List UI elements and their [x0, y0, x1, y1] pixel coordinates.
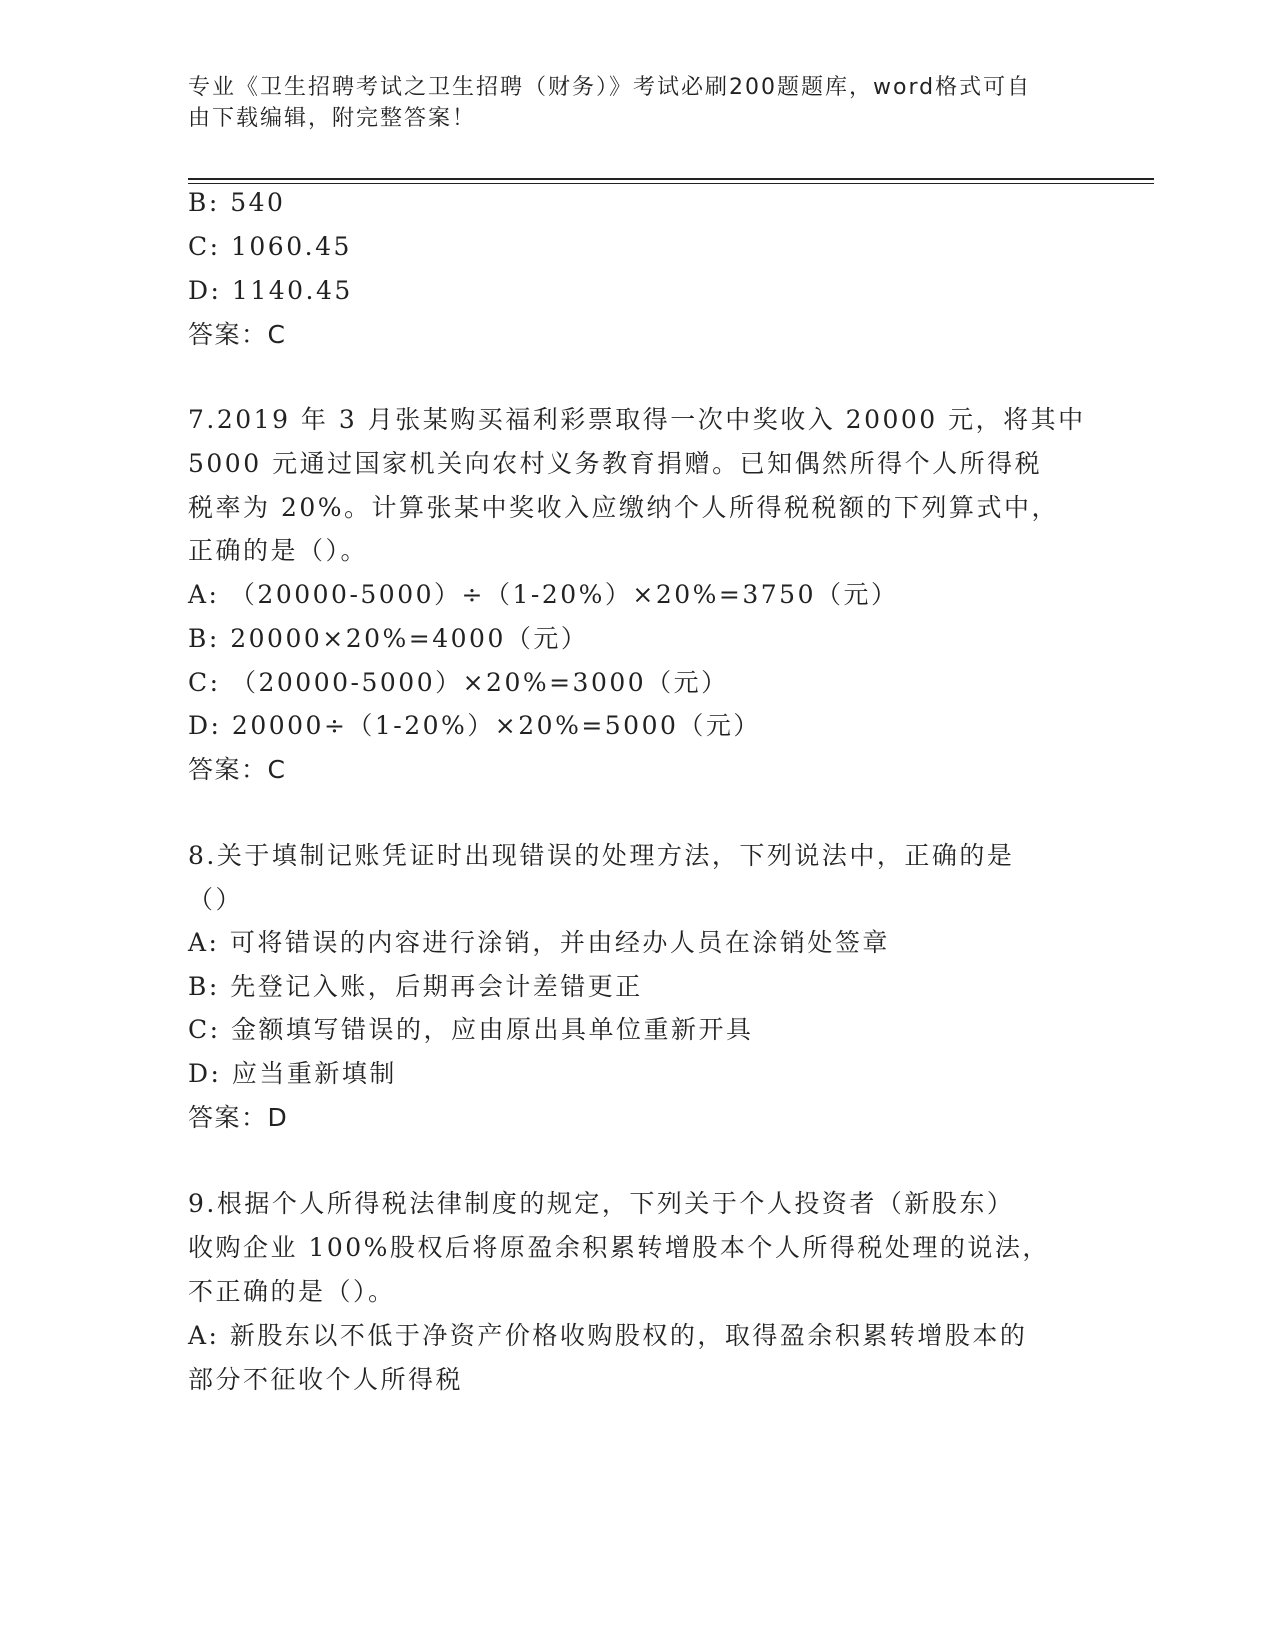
q7-stem-line-4: 正确的是（）。	[188, 536, 369, 565]
q6-option-d: D: 1140.45	[188, 276, 353, 305]
q7-option-c: C: （20000-5000）×20%=3000（元）	[188, 668, 729, 697]
q9-stem-line-3: 不正确的是（）。	[188, 1277, 396, 1306]
q7-answer: 答案：C	[188, 755, 287, 784]
q9-stem-line-2: 收购企业 100%股权后将原盈余积累转增股本个人所得税处理的说法，	[188, 1233, 1050, 1262]
q8-option-b: B: 先登记入账，后期再会计差错更正	[188, 972, 643, 1001]
q7-option-a: A: （20000-5000）÷（1-20%）×20%=3750（元）	[188, 580, 899, 609]
q6-option-c: C: 1060.45	[188, 232, 352, 261]
q9-stem-line-1: 9.根据个人所得税法律制度的规定，下列关于个人投资者（新股东）	[188, 1189, 1015, 1218]
q8-option-c: C: 金额填写错误的，应由原出具单位重新开具	[188, 1015, 754, 1044]
q9-option-a-line-1: A: 新股东以不低于净资产价格收购股权的，取得盈余积累转增股本的	[188, 1321, 1028, 1350]
q6-answer: 答案：C	[188, 320, 287, 349]
q7-stem-line-2: 5000 元通过国家机关向农村义务教育捐赠。已知偶然所得个人所得税	[188, 449, 1043, 478]
q7-option-b: B: 20000×20%=4000（元）	[188, 624, 589, 653]
header-line-1: 专业《卫生招聘考试之卫生招聘（财务）》考试必刷200题题库，word格式可自	[188, 75, 1032, 100]
q8-option-a: A: 可将错误的内容进行涂销，并由经办人员在涂销处签章	[188, 928, 890, 957]
document-header	[188, 72, 1068, 134]
q8-option-d: D: 应当重新填制	[188, 1059, 397, 1088]
q8-answer: 答案：D	[188, 1103, 289, 1132]
header-divider-thin	[188, 183, 1154, 184]
q9-option-a-line-2: 部分不征收个人所得税	[188, 1365, 464, 1394]
header-divider-thick	[188, 178, 1154, 180]
header-line-2: 由下载编辑，附完整答案！	[188, 106, 477, 131]
q7-stem-line-1: 7.2019 年 3 月张某购买福利彩票取得一次中奖收入 20000 元，将其中	[188, 405, 1086, 434]
q7-option-d: D: 20000÷（1-20%）×20%=5000（元）	[188, 711, 761, 740]
q8-stem-line-1: 8.关于填制记账凭证时出现错误的处理方法，下列说法中，正确的是	[188, 841, 1015, 870]
q6-option-b: B: 540	[188, 188, 286, 217]
q7-stem-line-3: 税率为 20%。计算张某中奖收入应缴纳个人所得税税额的下列算式中，	[188, 493, 1060, 522]
q8-stem-line-2: （）	[188, 885, 244, 914]
